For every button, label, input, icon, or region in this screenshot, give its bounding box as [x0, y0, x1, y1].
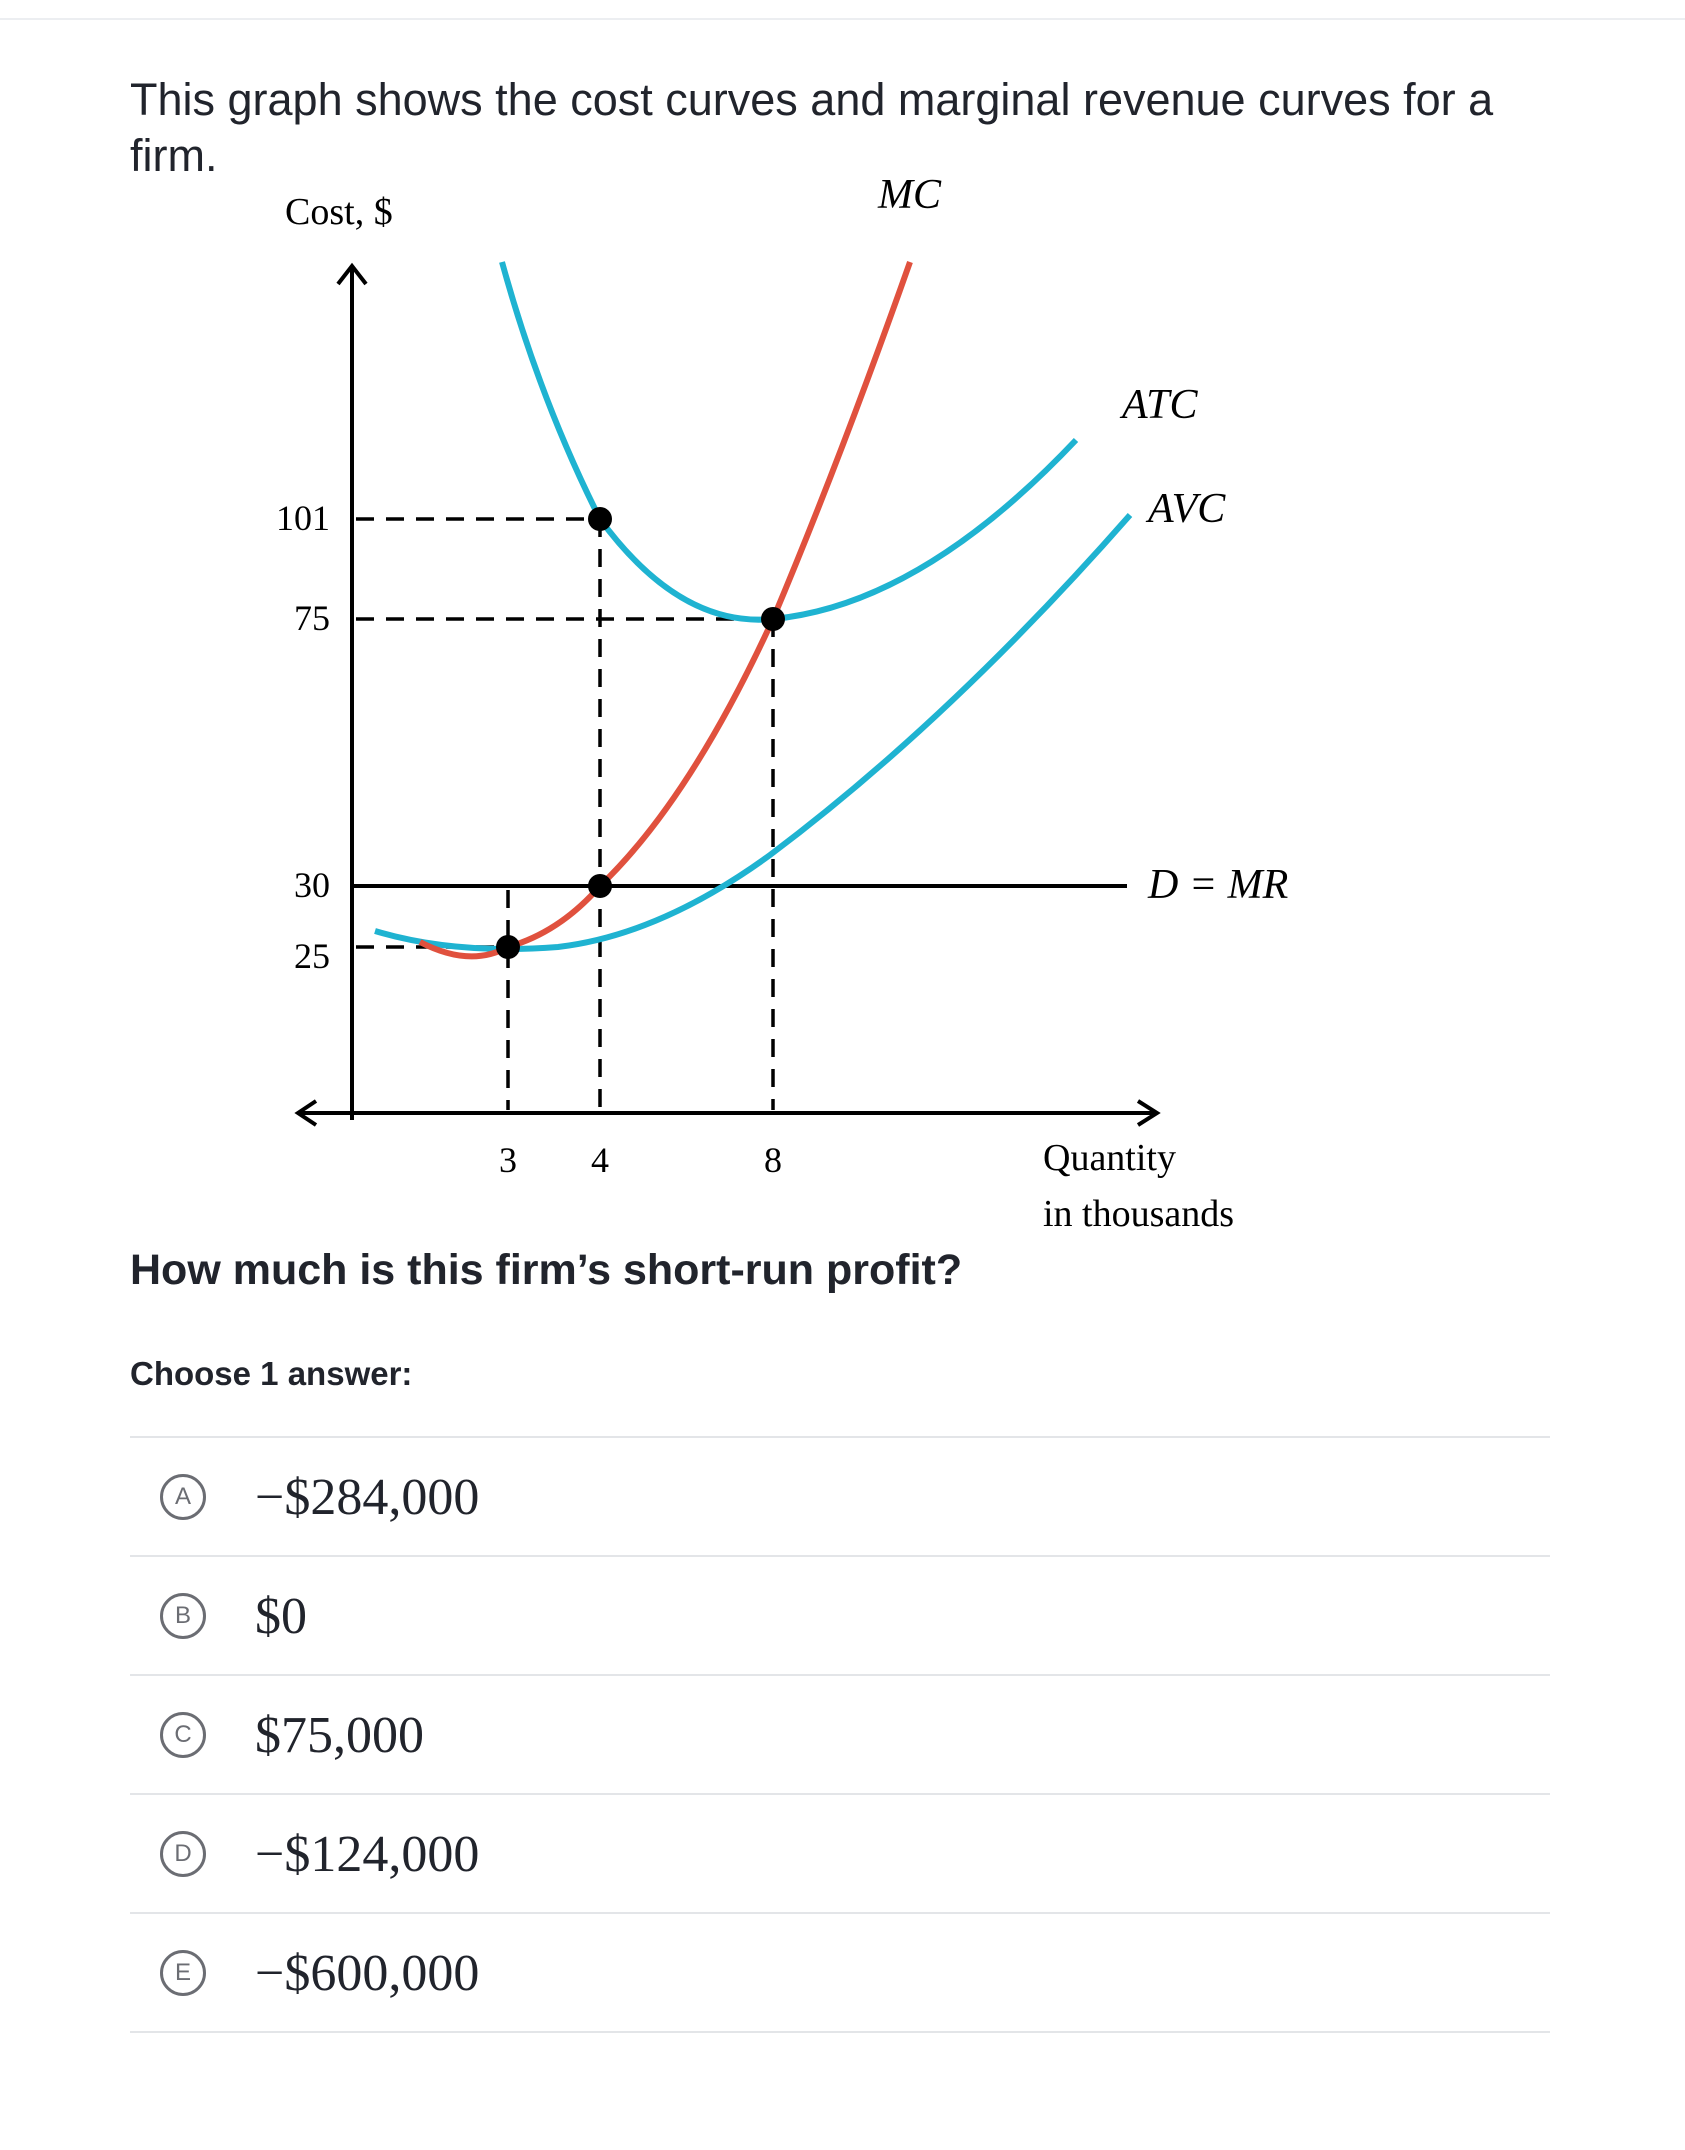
- choice-b[interactable]: [130, 1557, 1550, 1674]
- choice-d[interactable]: [130, 1795, 1550, 1912]
- question-prompt: This graph shows the cost curves and marginal revenue curves for a firm.: [130, 74, 1494, 181]
- mc-curve: [420, 262, 910, 956]
- point-q4-30: [588, 874, 612, 898]
- point-q3-25: [496, 935, 520, 959]
- choice-a-text: −$284,000: [255, 1469, 480, 1526]
- d-mr-label: D = MR: [1148, 862, 1289, 908]
- atc-curve: [502, 262, 1076, 620]
- choice-b-text: $0: [255, 1588, 307, 1645]
- y-tick-75: 75: [294, 598, 330, 638]
- point-q4-101: [588, 507, 612, 531]
- choice-a[interactable]: [130, 1438, 1550, 1555]
- x-axis-label-line1: Quantity: [1043, 1137, 1176, 1179]
- choice-c-text: $75,000: [255, 1707, 424, 1764]
- avc-curve: [375, 515, 1130, 949]
- y-axis-label: Cost, $: [285, 191, 393, 233]
- answer-choices: [130, 1436, 1550, 2033]
- x-tick-8: 8: [764, 1140, 782, 1180]
- point-q8-75: [761, 607, 785, 631]
- choice-d-text: −$124,000: [255, 1826, 480, 1883]
- x-tick-3: 3: [499, 1140, 517, 1180]
- y-tick-25: 25: [294, 936, 330, 976]
- x-tick-4: 4: [591, 1140, 609, 1180]
- mc-label: MC: [878, 172, 941, 218]
- choice-e-text: −$600,000: [255, 1945, 480, 2002]
- choice-e-radio[interactable]: E: [160, 1950, 206, 1996]
- choice-d-radio[interactable]: D: [160, 1831, 206, 1877]
- x-axis-label-line2: in thousands: [1043, 1193, 1235, 1235]
- choice-c[interactable]: [130, 1676, 1550, 1793]
- y-tick-30: 30: [294, 865, 330, 905]
- avc-label: AVC: [1148, 486, 1226, 532]
- y-tick-101: 101: [276, 498, 330, 538]
- choice-e[interactable]: [130, 1914, 1550, 2031]
- choice-divider: [130, 2031, 1550, 2033]
- question-text: How much is this firm’s short-run profit?: [130, 1246, 963, 1294]
- choice-b-radio[interactable]: B: [160, 1593, 206, 1639]
- choice-c-radio[interactable]: C: [160, 1712, 206, 1758]
- choice-a-radio[interactable]: A: [160, 1474, 206, 1520]
- choose-answer-label: Choose 1 answer:: [130, 1355, 413, 1392]
- atc-label: ATC: [1122, 382, 1198, 428]
